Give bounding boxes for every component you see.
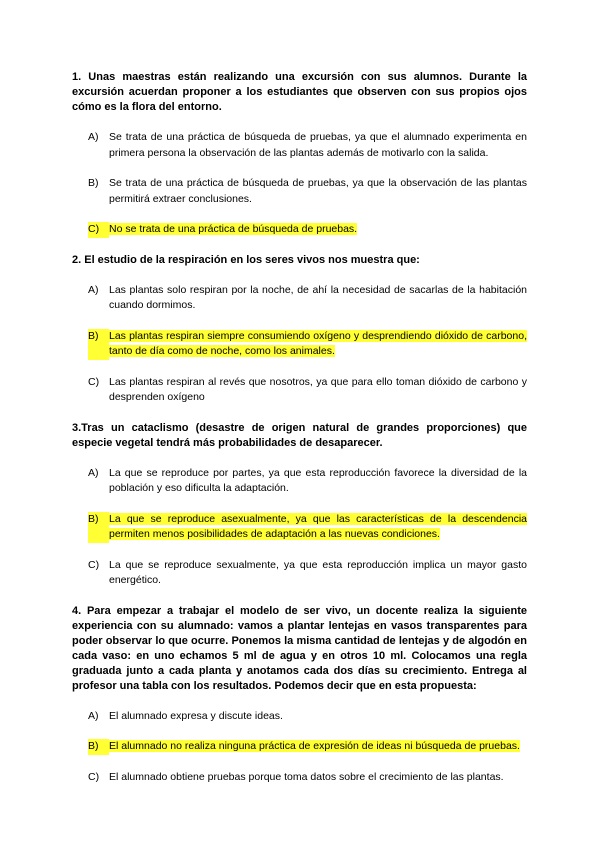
highlighted-option-text: El alumnado no realiza ninguna práctica de expresión de ideas ni búsqueda de pruebas. [109,740,520,752]
option-letter: A) [88,283,99,296]
answer-option [72,222,527,238]
answer-option [72,329,527,360]
option-text: Se trata de una práctica de búsqueda de pruebas, ya que la observación de las plantas permitirá extraer conclusiones. [109,177,527,205]
question-text: 3.Tras un cataclismo (desastre de origen natural de grandes proporciones) que especie vegetal tendrá más probabilidades de desaparecer. [72,421,527,449]
highlighted-option-text: Las plantas respiran siempre consumiendo oxígeno y desprendiendo dióxido de carbono, tanto de día como de noche, como los animales. [109,329,527,357]
option-text: Se trata de una práctica de búsqueda de pruebas, ya que el alumnado experimenta en primera persona la observación de las plantas además de motivarlo con la salida. [109,131,527,159]
option-letter: B) [88,739,109,755]
option-letter: C) [88,770,100,783]
answer-option [72,709,527,725]
question-text: 1. Unas maestras están realizando una excursión con sus alumnos. Durante la excursión acuerdan proponer a los estudiantes que observen con sus propios ojos cómo es la flora del entorno. [72,71,527,113]
option-letter: C) [88,375,100,388]
highlighted-option-text: No se trata de una práctica de búsqueda de pruebas. [109,223,358,235]
answer-option [72,283,527,314]
answer-option [72,512,527,543]
option-letter: A) [88,709,99,722]
option-text: La que se reproduce sexualmente, ya que esta reproducción implica un mayor gasto energético. [109,558,527,586]
question-block-4 [72,604,527,786]
option-text: La que se reproduce por partes, ya que esta reproducción favorece la diversidad de la población y eso dificulta la adaptación. [109,466,527,494]
answer-option [72,466,527,497]
option-letter: C) [88,222,109,238]
answer-option [72,770,527,786]
answer-option [72,739,527,755]
option-list [72,466,527,589]
answer-option [72,130,527,161]
question-block-2 [72,253,527,406]
option-text: El alumnado obtiene pruebas porque toma datos sobre el crecimiento de las plantas. [109,770,504,783]
highlighted-option-text: La que se reproduce asexualmente, ya que las características de la descendencia permiten menos posibilidades de adaptación a las nuevas condiciones. [109,512,527,540]
option-text: Las plantas solo respiran por la noche, de ahí la necesidad de sacarlas de la habitación cuando dormimos. [109,283,527,311]
question-text: 4. Para empezar a trabajar el modelo de ser vivo, un docente realiza la siguiente experiencia con su alumnado: vamos a plantar lentejas en vasos transparentes para poder observar lo que ocurre. Ponemos la misma cantidad de lentejas y de algodón en cada vaso: en uno echamos 5 ml de agua y en otros 10 ml. Colocamos una regla graduada junto a cada planta y anotamos cada dos días su crecimiento. Entrega al profesor una tabla con los resultados. Podemos decir que en esta propuesta: [72,604,527,692]
option-letter: C) [88,558,100,571]
question-block-3 [72,421,527,589]
answer-option [72,375,527,406]
option-letter: B) [88,177,99,189]
question-block-1 [72,70,527,238]
answer-option [72,176,527,207]
question-text: 2. El estudio de la respiración en los seres vivos nos muestra que: [72,253,420,266]
option-letter: A) [88,466,99,479]
option-text: El alumnado expresa y discute ideas. [109,709,283,722]
option-list [72,709,527,786]
quiz-content [72,70,527,800]
option-list [72,283,527,406]
option-letter: A) [88,131,99,143]
option-letter: B) [88,512,109,543]
option-letter: B) [88,329,109,360]
option-list [72,130,527,238]
answer-option [72,558,527,589]
option-text: Las plantas respiran al revés que nosotros, ya que para ello toman dióxido de carbono y desprenden oxígeno [109,375,527,403]
